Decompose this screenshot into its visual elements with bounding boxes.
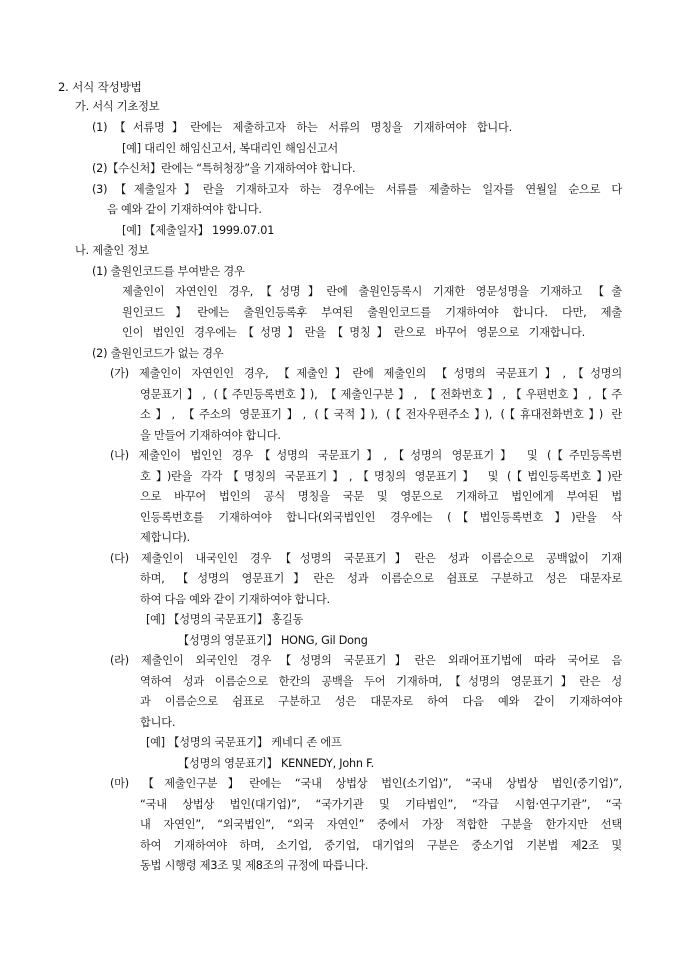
text-line: 제출인이 자연인인 경우,【성명】란에 출원인등록시 기재한 영문성명을 기재하고 【출 <box>122 285 622 298</box>
text-line: (2)【수신처】란에는 “특허청장”을 기재하여야 합니다. <box>92 162 356 175</box>
section-heading: 2. 서식 작성방법 <box>58 80 142 94</box>
example-line: 【성명의 영문표기】 HONG, Gil Dong <box>178 634 368 647</box>
text-line: 하여 기재하여야 하며, 소기업, 중기업, 대기업의 구분은 중소기업 기본법 제2조 및 <box>140 839 622 852</box>
example-line: [예] 【성명의 국문표기】 홍길동 <box>146 613 304 626</box>
example-line: [예] 대리인 해임신고서, 복대리인 해임신고서 <box>122 142 339 155</box>
text-line: (3)【제출일자】란을 기재하고자 하는 경우에는 서류를 제출하는 일자를 연월일 순으로 다 <box>92 183 622 196</box>
subsection-heading: 나. 제출인 정보 <box>75 244 149 257</box>
text-line: (다) 제출인이 내국인인 경우【성명의 국문표기】란은 성과 이름순으로 공백없이 기재 <box>110 552 622 565</box>
example-line: [예] 【성명의 국문표기】 케네디 존 에프 <box>146 736 342 749</box>
text-line: 인이 법인인 경우에는【성명】란을【명칭】란으로 바꾸어 영문으로 기재합니다. <box>122 326 585 339</box>
text-line: 원인코드】란에는 출원인등록후 부여된 출원인코드를 기재하여야 합니다. 다만, 제출 <box>122 306 622 319</box>
text-line: 소】, 【주소의 영문표기】, (【국적】), (【전자우편주소】), (【휴대전화번호】) 란 <box>140 408 622 421</box>
text-line: (가) 제출인이 자연인인 경우, 【제출인】란에 제출인의 【성명의 국문표기】,【성명의 <box>110 367 622 380</box>
text-line: (1)【서류명】란에는 제출하고자 하는 서류의 명칭을 기재하여야 합니다. <box>92 121 513 134</box>
text-line: 제합니다). <box>140 531 190 544</box>
item-heading: (1) 출원인코드를 부여받은 경우 <box>92 265 245 278</box>
text-line: 음 예와 같이 기재하여야 합니다. <box>107 203 262 216</box>
text-line: 내 자연인”, “외국법인”, “외국 자연인” 중에서 가장 적합한 구분을 한가지만 선택 <box>140 818 622 831</box>
text-line: 인등록번호를 기재하여야 합니다(외국법인인 경우에는 (【법인등록번호】)란을 삭 <box>140 511 622 524</box>
text-line: 동법 시행령 제3조 및 제8조의 규정에 따릅니다. <box>140 859 369 872</box>
example-line: [예] 【제출일자】 1999.07.01 <box>122 224 275 237</box>
example-line: 【성명의 영문표기】 KENNEDY, John F. <box>178 757 374 770</box>
subsection-heading: 가. 서식 기초정보 <box>75 100 160 113</box>
text-line: (마) 【제출인구분】란에는 “국내 상법상 법인(소기업)”, “국내 상법상 법인(중기업)”, <box>110 777 622 790</box>
text-line: 합니다. <box>140 716 176 729</box>
text-line: 으로 바꾸어 법인의 공식 명칭을 국문 및 영문으로 기재하고 법인에게 부여된 법 <box>140 490 622 503</box>
item-heading: (2) 출원인코드가 없는 경우 <box>92 347 224 360</box>
text-line: (나) 제출인이 법인인 경우【성명의 국문표기】,【성명의 영문표기】 및 (【주민등록번 <box>110 449 622 462</box>
text-line: 하여 다음 예와 같이 기재하여야 합니다. <box>140 593 330 606</box>
text-line: “국내 상법상 법인(대기업)”, “국가기관 및 기타법인”, “각급 시험·연구기관”, “국 <box>140 798 622 811</box>
text-line: 과 이름순으로 쉼표로 구분하고 성은 대문자로 하여 다음 예와 같이 기재하여야 <box>140 695 622 708</box>
text-line: 하며, 【성명의 영문표기】란은 성과 이름순으로 쉼표로 구분하고 성은 대문자로 <box>140 572 622 585</box>
text-line: 호】)란을 각각【명칭의 국문표기】,【명칭의 영문표기】 및 (【법인등록번호】)란 <box>140 470 622 483</box>
text-line: (라) 제출인이 외국인인 경우【성명의 국문표기】란은 외래어표기법에 따라 국어로 음 <box>110 654 622 667</box>
text-line: 을 만들어 기재하여야 합니다. <box>140 429 281 442</box>
text-line: 영문표기】, (【주민등록번호】), 【제출인구분】, 【전화번호】,【우편번호】,【주 <box>140 388 622 401</box>
text-line: 역하여 성과 이름순으로 한칸의 공백을 두어 기재하며,【성명의 영문표기】란은 성 <box>140 675 622 688</box>
